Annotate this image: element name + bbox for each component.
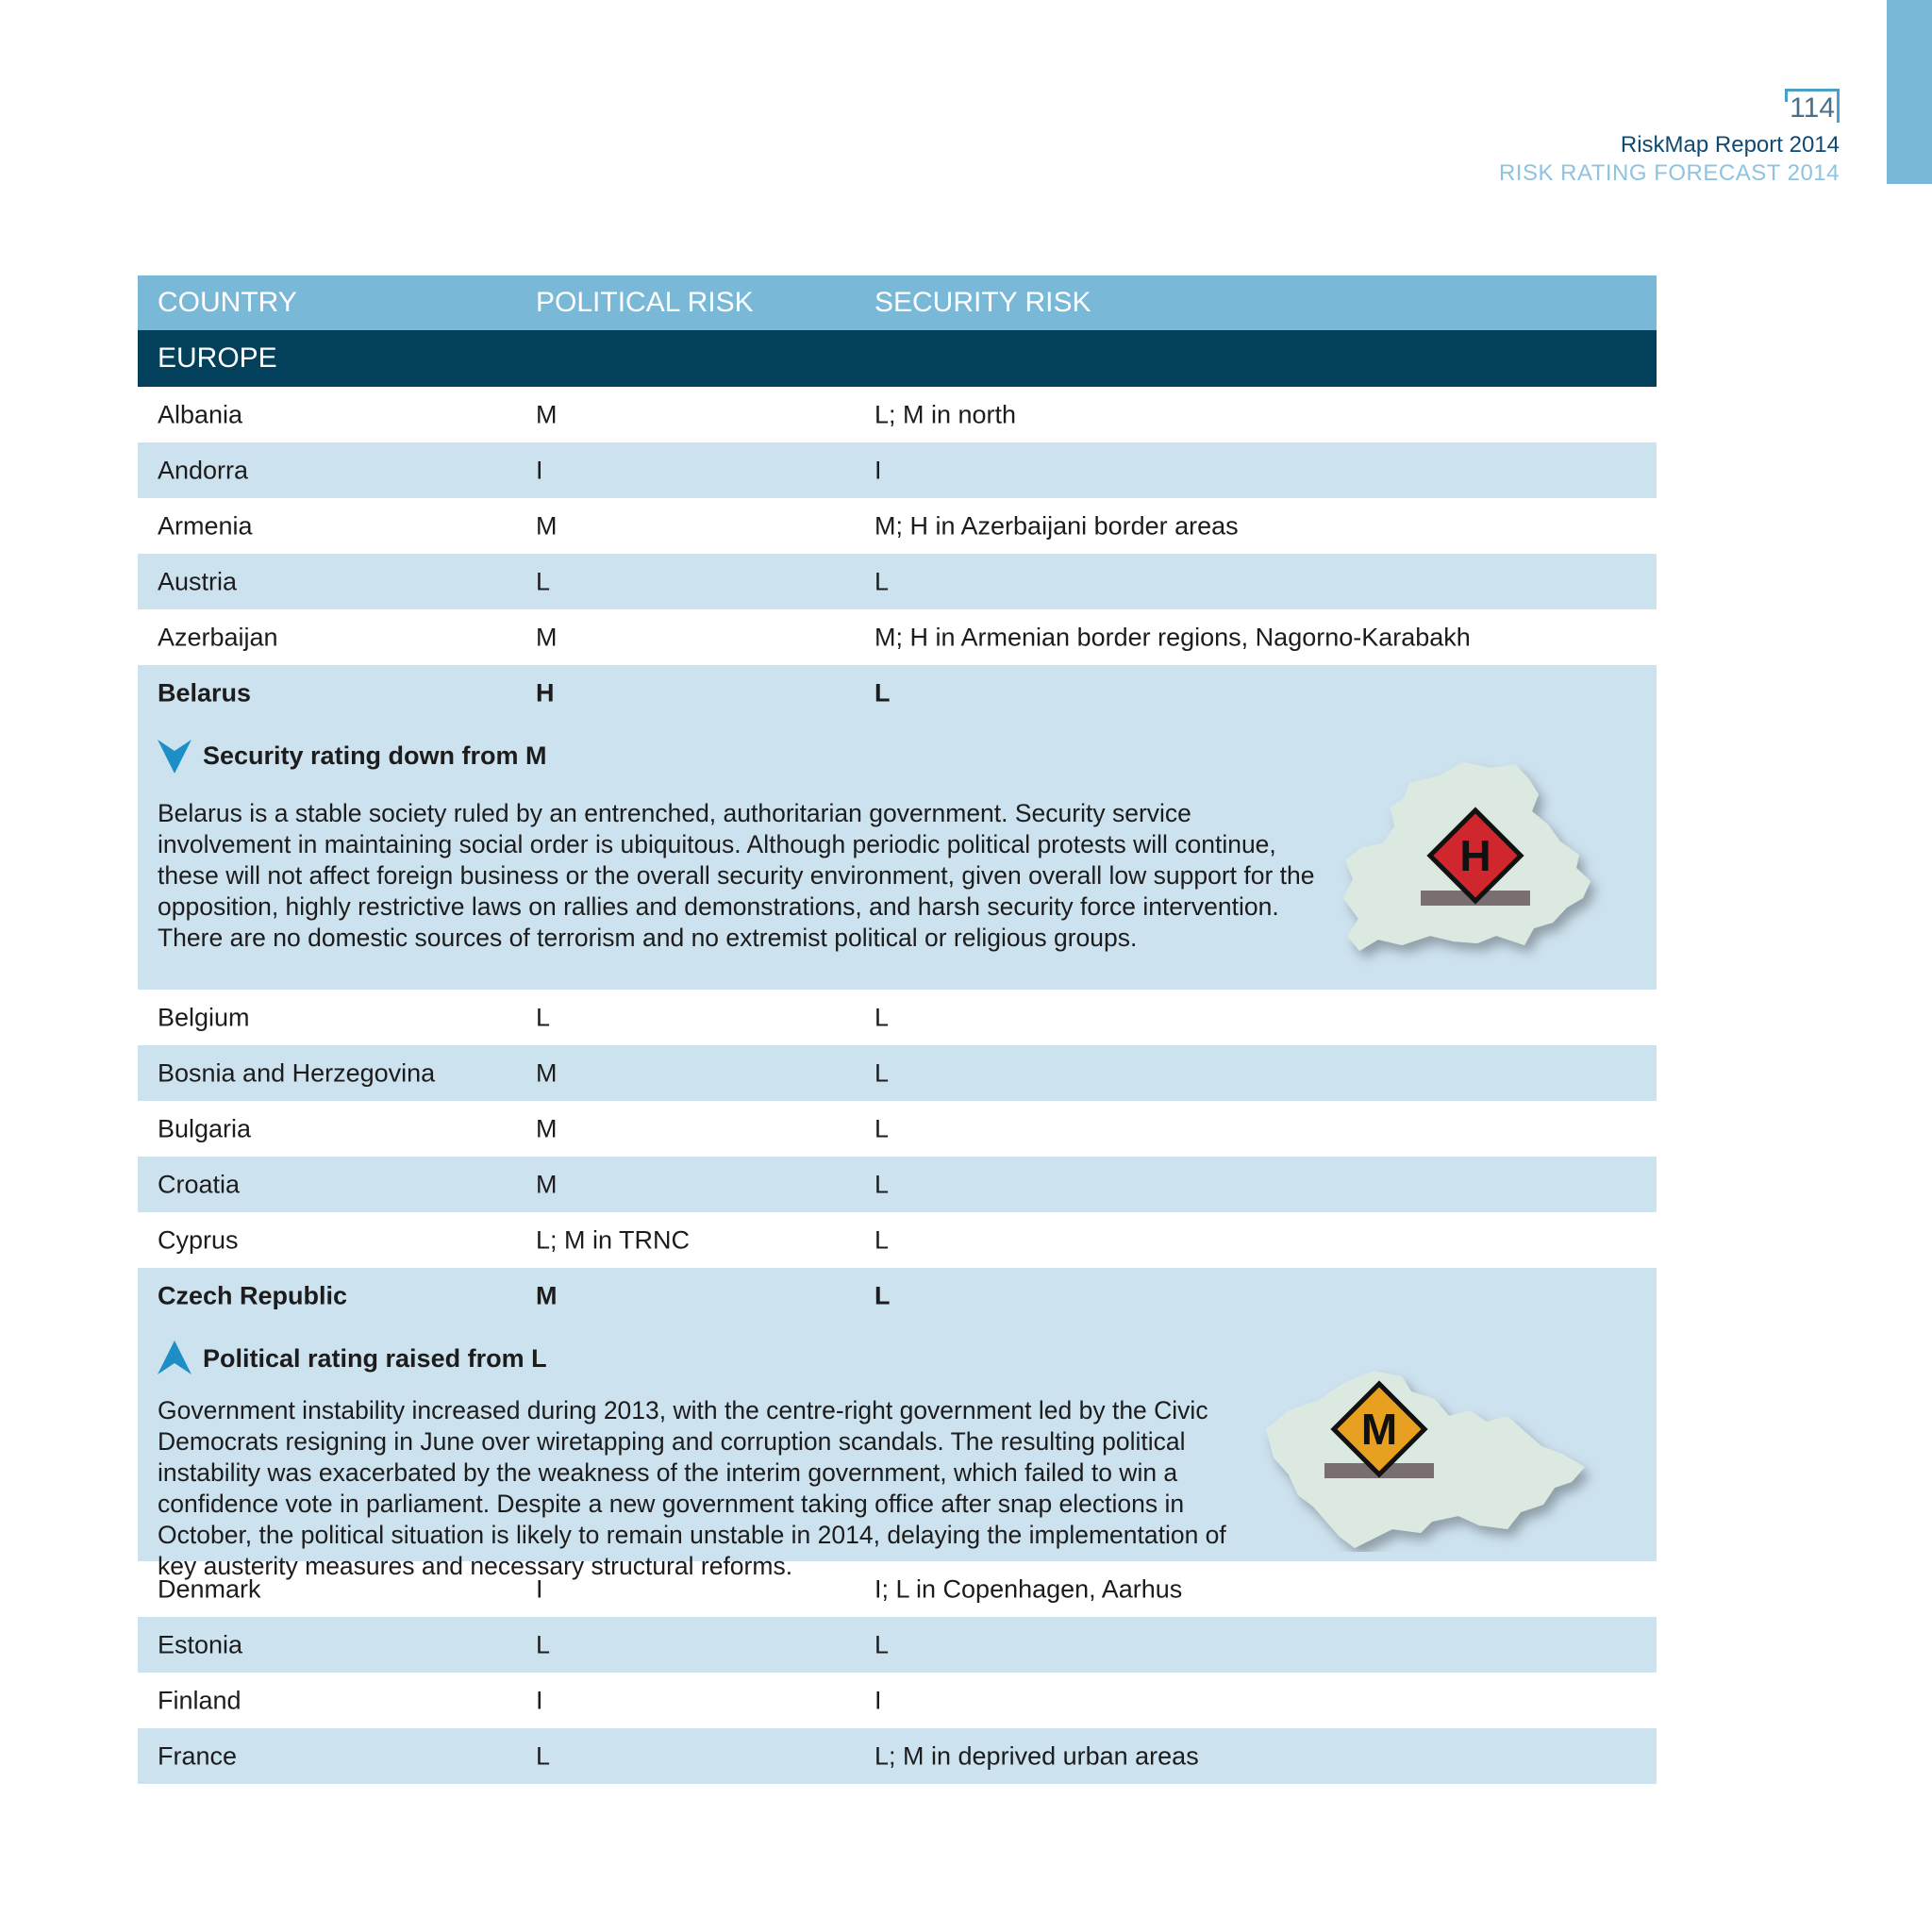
report-title: RiskMap Report 2014	[1620, 132, 1840, 158]
country-cell: Azerbaijan	[158, 623, 278, 651]
czech-note	[138, 1324, 1657, 1580]
note-heading-text: Security rating down from M	[203, 741, 547, 770]
political-risk-cell: I	[536, 456, 543, 484]
note-heading	[158, 1341, 547, 1376]
side-tab	[1887, 0, 1932, 184]
note-heading-text: Political rating raised from L	[203, 1343, 547, 1373]
czech-map-illustration	[1260, 1363, 1600, 1552]
country-cell: Belgium	[158, 1003, 250, 1031]
section-title: RISK RATING FORECAST 2014	[1498, 160, 1840, 186]
political-risk-cell: M	[536, 1281, 558, 1309]
table-row	[138, 442, 1657, 498]
security-risk-cell: M; H in Azerbaijani border areas	[874, 511, 1239, 540]
belarus-rating-letter: H	[1459, 831, 1491, 880]
political-risk-cell: M	[536, 400, 558, 428]
security-risk-cell: L	[874, 1630, 890, 1658]
country-cell: France	[158, 1741, 238, 1770]
note-heading	[158, 738, 547, 774]
country-cell: Estonia	[158, 1630, 243, 1658]
security-risk-cell: L	[874, 1225, 890, 1254]
security-risk-cell: L	[874, 1114, 890, 1142]
security-risk-cell: L	[874, 1003, 890, 1031]
column-header-political-risk: POLITICAL RISK	[536, 287, 754, 318]
table-row-czech-republic	[138, 1268, 1657, 1324]
rating-up-arrow-icon	[158, 1341, 192, 1376]
security-risk-cell: L	[874, 678, 891, 707]
country-cell: Belarus	[158, 678, 252, 707]
table-row	[138, 387, 1657, 442]
political-risk-cell: L	[536, 1003, 551, 1031]
security-risk-cell: L; M in north	[874, 400, 1017, 428]
country-cell: Andorra	[158, 456, 249, 484]
political-risk-cell: L	[536, 1630, 551, 1658]
political-risk-cell: I	[536, 1574, 543, 1603]
table-row	[138, 1212, 1657, 1268]
table-row	[138, 609, 1657, 665]
security-risk-cell: I; L in Copenhagen, Aarhus	[874, 1574, 1183, 1603]
region-header	[138, 330, 1657, 387]
political-risk-cell: M	[536, 1170, 558, 1198]
political-risk-cell: L	[536, 567, 551, 595]
table-row	[138, 1673, 1657, 1728]
country-cell: Bulgaria	[158, 1114, 252, 1142]
security-risk-cell: L	[874, 567, 890, 595]
rows-group-3	[138, 1561, 1657, 1784]
czech-map-shape	[1266, 1371, 1585, 1548]
czech-rating-letter: M	[1360, 1405, 1398, 1454]
note-body: Belarus is a stable society ruled by an entrenched, authoritarian government. Security service involvement in maintaining social order is ubiquitous. Although periodic political protests will continue, these will not affect foreign business or the overall security environment, given overall low support for the opposition, highly restrictive laws on rallies and demonstrations, and harsh security force intervention. There are no domestic sources of terrorism and no extremist political or religious groups.	[158, 799, 1315, 952]
political-risk-cell: H	[536, 678, 555, 707]
country-cell: Croatia	[158, 1170, 241, 1198]
risk-table	[138, 275, 1657, 1784]
country-cell: Cyprus	[158, 1225, 239, 1254]
security-risk-cell: L	[874, 1281, 891, 1309]
table-row	[138, 1728, 1657, 1784]
security-risk-cell: I	[874, 1686, 882, 1714]
country-cell: Bosnia and Herzegovina	[158, 1058, 436, 1087]
security-risk-cell: L	[874, 1170, 890, 1198]
country-cell: Austria	[158, 567, 238, 595]
table-row	[138, 1157, 1657, 1212]
political-risk-cell: M	[536, 1114, 558, 1142]
column-header-security-risk: SECURITY RISK	[874, 287, 1091, 318]
security-risk-cell: L; M in deprived urban areas	[874, 1741, 1199, 1770]
table-row	[138, 1045, 1657, 1101]
political-risk-cell: L	[536, 1741, 551, 1770]
country-cell: Albania	[158, 400, 243, 428]
note-body: Government instability increased during 2013, with the centre-right government led by the Civic Democrats resigning in June over wiretapping and corruption scandals. The resulting political instability was exacerbated by the weakness of the interim government, which failed to win a confidence vote in parliament. Despite a new government taking office after snap elections in October, the political situation is likely to remain unstable in 2014, delaying the implementation of key austerity measures and necessary structural reforms.	[158, 1396, 1226, 1580]
rows-group-1	[138, 387, 1657, 665]
political-risk-cell: M	[536, 1058, 558, 1087]
table-row	[138, 1617, 1657, 1673]
table-row	[138, 1101, 1657, 1157]
belarus-note	[138, 721, 1657, 990]
rating-down-arrow-icon	[158, 738, 192, 774]
table-row	[138, 1561, 1657, 1617]
region-label: EUROPE	[158, 342, 277, 374]
country-cell: Finland	[158, 1686, 242, 1714]
political-risk-cell: I	[536, 1686, 543, 1714]
table-row	[138, 990, 1657, 1045]
security-risk-cell: M; H in Armenian border regions, Nagorno-Karabakh	[874, 623, 1471, 651]
political-risk-cell: L; M in TRNC	[536, 1225, 691, 1254]
table-row-belarus	[138, 665, 1657, 721]
page-number: 114	[1785, 89, 1840, 123]
political-risk-cell: M	[536, 511, 558, 540]
country-cell: Armenia	[158, 511, 253, 540]
column-header-country: COUNTRY	[158, 287, 297, 318]
country-cell: Denmark	[158, 1574, 261, 1603]
country-cell: Czech Republic	[158, 1281, 348, 1309]
political-risk-cell: M	[536, 623, 558, 651]
belarus-map-illustration	[1336, 757, 1628, 983]
security-risk-cell: L	[874, 1058, 890, 1087]
security-risk-cell: I	[874, 456, 882, 484]
table-row	[138, 498, 1657, 554]
rows-group-2	[138, 990, 1657, 1268]
table-header	[138, 275, 1657, 330]
table-row	[138, 554, 1657, 609]
